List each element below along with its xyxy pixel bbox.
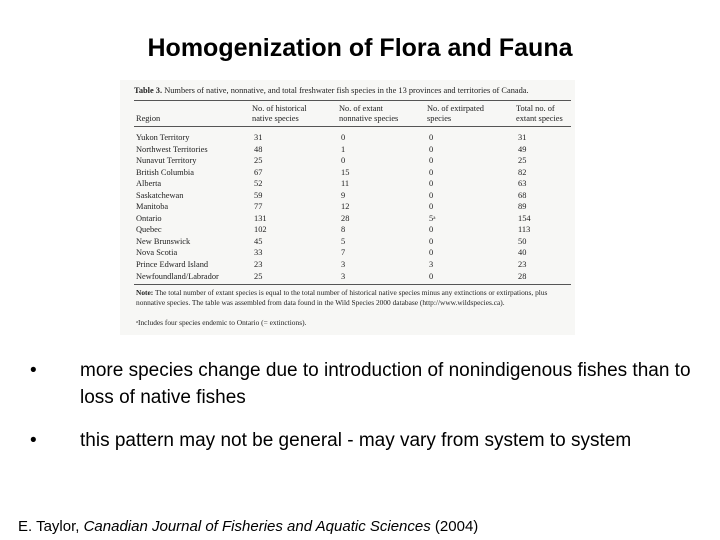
table-caption-label: Table 3.	[134, 86, 163, 95]
table-cell-historical: 25	[254, 156, 263, 166]
table-row	[120, 155, 575, 167]
table-cell-region: British Columbia	[136, 167, 194, 177]
table-cell-historical: 67	[254, 167, 263, 177]
table-cell-extirpated: 0	[429, 248, 434, 258]
table-cell-nonnative: 15	[341, 167, 350, 177]
table-cell-extirpated: 0	[429, 167, 434, 177]
table-row	[120, 144, 575, 156]
table-cell-nonnative: 3	[341, 271, 346, 281]
table-cell-total: 68	[518, 190, 527, 200]
table-row	[120, 178, 575, 190]
table-cell-historical: 102	[254, 225, 267, 235]
table-note-text: The total number of extant species is equal to the total number of historical native species minus any extinctions or extirpations, plus nonnative species. The table was assembled from data found in the Wild Species 2000 database (http://www.wildspecies.ca).	[136, 288, 548, 307]
table-cell-historical: 45	[254, 236, 263, 246]
table-cell-nonnative: 8	[341, 225, 346, 235]
table-cell-historical: 25	[254, 271, 263, 281]
table-row	[120, 224, 575, 236]
table-cell-region: Quebec	[136, 225, 162, 235]
table-cell-total: 63	[518, 179, 527, 189]
table-cell-total: 25	[518, 156, 527, 166]
table-cell-nonnative: 0	[341, 156, 346, 166]
table-cell-region: Nunavut Territory	[136, 156, 197, 166]
table-cell-total: 113	[518, 225, 531, 235]
table-cell-region: Alberta	[136, 179, 162, 189]
table-row	[120, 236, 575, 248]
table-cell-nonnative: 1	[341, 144, 346, 154]
table-footnote: ᵃIncludes four species endemic to Ontario (= extinctions).	[136, 318, 307, 327]
table-cell-historical: 77	[254, 202, 263, 212]
citation-author: E. Taylor,	[18, 518, 84, 535]
table-cell-extirpated: 0	[429, 144, 434, 154]
table-caption-text: Numbers of native, nonnative, and total freshwater fish species in the 13 provinces and territories of Canada.	[162, 86, 529, 95]
table-header-rule	[134, 126, 571, 127]
table-body	[120, 132, 575, 282]
table-cell-total: 50	[518, 236, 527, 246]
table-cell-total: 89	[518, 202, 527, 212]
column-header-historical: No. of historical native species	[252, 104, 307, 123]
table-cell-extirpated: 0	[429, 133, 434, 142]
table-cell-region: Yukon Territory	[136, 133, 190, 142]
table-cell-extirpated: 0	[429, 190, 434, 200]
table-cell-total: 82	[518, 167, 527, 177]
table-cell-total: 23	[518, 260, 527, 270]
table-row	[120, 201, 575, 213]
column-header-nonnative: No. of extant nonnative species	[339, 104, 399, 123]
table-row	[120, 259, 575, 271]
table-cell-region: Saskatchewan	[136, 190, 184, 200]
table-row	[120, 190, 575, 202]
table-cell-historical: 131	[254, 213, 267, 223]
table-cell-historical: 48	[254, 144, 263, 154]
table-cell-total: 28	[518, 271, 527, 281]
citation	[18, 518, 478, 535]
column-header-total: Total no. of extant species	[516, 104, 563, 123]
table-cell-region: Manitoba	[136, 202, 169, 212]
table-row	[120, 167, 575, 179]
table-cell-nonnative: 9	[341, 190, 346, 200]
table-cell-historical: 59	[254, 190, 263, 200]
table-note	[136, 288, 566, 307]
table-cell-extirpated: 0	[429, 179, 434, 189]
table-cell-extirpated: 0	[429, 202, 434, 212]
table-cell-nonnative: 28	[341, 213, 350, 223]
table-caption	[134, 86, 574, 95]
bullet-text: this pattern may not be general - may vary from system to system	[80, 430, 632, 451]
table-cell-total: 31	[518, 133, 527, 142]
table-cell-nonnative: 0	[341, 133, 346, 142]
table-bottom-rule	[134, 284, 571, 285]
column-header-extirpated: No. of extirpated species	[427, 104, 484, 123]
table-cell-extirpated: 0	[429, 236, 434, 246]
table-cell-historical: 31	[254, 133, 263, 142]
table-cell-historical: 33	[254, 248, 263, 258]
table-cell-total: 40	[518, 248, 527, 258]
table-cell-region: Newfoundland/Labrador	[136, 271, 219, 281]
citation-year: (2004)	[430, 518, 479, 535]
citation-journal: Canadian Journal of Fisheries and Aquatic Sciences	[83, 518, 431, 535]
table-cell-extirpated: 0	[429, 156, 434, 166]
table-cell-total: 154	[518, 213, 531, 223]
table-row	[120, 132, 575, 144]
table-row	[120, 213, 575, 225]
table-cell-nonnative: 7	[341, 248, 346, 258]
table-cell-extirpated: 3	[429, 260, 434, 270]
table-cell-region: Prince Edward Island	[136, 260, 209, 270]
table-cell-nonnative: 5	[341, 236, 346, 246]
table-cell-extirpated: 0	[429, 225, 434, 235]
slide-title: Homogenization of Flora and Fauna	[147, 34, 573, 62]
species-table-figure	[120, 80, 575, 335]
table-cell-nonnative: 11	[341, 179, 350, 189]
column-header-region: Region	[136, 114, 161, 123]
table-row	[120, 247, 575, 259]
table-cell-region: Ontario	[136, 213, 162, 223]
table-cell-extirpated: 0	[429, 271, 434, 281]
table-cell-region: Nova Scotia	[136, 248, 178, 258]
table-top-rule	[134, 100, 571, 101]
table-note-label: Note:	[136, 288, 154, 297]
table-cell-extirpated: 5ᵃ	[429, 213, 436, 223]
bullet-marker: •	[30, 360, 37, 381]
table-cell-region: New Brunswick	[136, 236, 191, 246]
bullet-text: more species change due to introduction of nonindigenous fishes than to loss of native fishes	[80, 360, 691, 408]
table-row	[120, 271, 575, 283]
table-cell-historical: 23	[254, 260, 263, 270]
table-cell-nonnative: 3	[341, 260, 346, 270]
table-cell-region: Northwest Territories	[136, 144, 208, 154]
table-cell-total: 49	[518, 144, 527, 154]
bullet-marker: •	[30, 430, 37, 451]
table-cell-nonnative: 12	[341, 202, 350, 212]
table-cell-historical: 52	[254, 179, 263, 189]
